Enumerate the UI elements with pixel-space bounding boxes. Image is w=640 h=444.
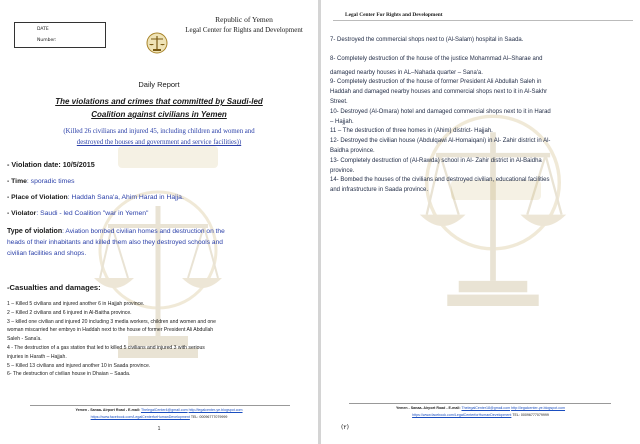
list-item: 12- Destroyed the civilian house (Abdulqawi Al-Homaiqani) in Al- Zahir district in Al- [330,138,551,145]
casualties-list [7,300,315,379]
legal-center-logo-icon [146,32,168,58]
list-item: injuries in Harath – Hajjah. [7,353,67,360]
place-value: : Haddah Sana'a, Ahim Harad in Hajja. [67,194,184,201]
list-item: province. [330,167,355,174]
report-subtitle-line-2: destroyed the houses and government and service facilities)) [76,139,242,146]
time-value: : sporadic times [26,178,75,185]
footer-address: Yemen - Sanaa- Airport Road - E-mail: [395,406,461,410]
footer-tel: TEL: 00096777079999 [190,415,228,419]
list-item: 3 – killed one civilian and injured 20 including 3 media workers, children and women and one [7,318,216,325]
list-item: 2 – Killed 2 civilians and 6 injured in Al-Baitha province. [7,309,132,316]
list-item: – Hajjah. [330,118,354,125]
arabic-org-name-watermark [118,146,218,168]
list-item: 7- Destroyed the commercial shops next to (Al-Salam) hospital in Saada. [330,37,524,43]
type-label: Type of violation [7,228,63,235]
country-name: Republic of Yemen [215,15,273,24]
footer-tel: TEL: 00096777079999 [512,413,549,417]
page-number: 1 [157,426,161,432]
footer-divider [349,403,611,404]
report-type-heading: Daily Report [138,80,180,89]
footer-contact [321,406,640,410]
list-item: 10- Destroyed (Al-Omara) hotel and damaged commercial shops next to it in Harad [330,108,551,115]
list-item: 1 – Killed 5 civilians and injured another 6 in Hajjah province. [7,301,145,307]
damages-list-continued [330,36,630,196]
footer-divider [30,405,290,406]
list-item: 4 - The destruction of a gas station that led to killed 5 civilians and injured 3 with serious [7,344,205,351]
org-name: Legal Center for Rights and Development [185,26,303,34]
type-value-line-2: heads of their inhabitants and killed them also they destroyed schools and [7,239,223,246]
report-subtitle-line-1: (Killed 26 civilians and injured 45, including children and women and [63,128,255,135]
org-header [184,14,304,36]
report-title-line-1: The violations and crimes that committed by Saudi-led [55,97,263,106]
violator-value: : Saudi - led Coalition "war in Yemen" [36,210,149,217]
footer-email-link[interactable]: ThelegalCenter4@gmail.com [140,408,188,412]
list-item: 5 – Killed 13 civilians and injured another 10 in Saada province. [7,362,151,369]
place-label: - Place of Violation [7,194,68,201]
list-item: Street. [330,98,348,105]
footer-contact-2 [0,415,318,419]
list-item: 9- Completely destruction of the house of former President Ali Abdullah Saleh in [330,79,542,86]
report-page-2 [321,0,640,444]
list-item: 6- The destruction of civilian house in Dhaian – Saada. [7,371,131,378]
footer-facebook-link[interactable]: https://www.facebook.com/LegalCenterforHumanDevelopment [412,413,512,417]
list-item: Saleh - Sana'a. [7,336,42,343]
list-item: Haddah and damaged nearby houses and commercial shops next to it in Al-Sakhr [330,89,548,96]
report-page-1 [0,0,318,444]
list-item: Baidha province. [330,147,375,154]
list-item: woman miscarried her embryo in Haddah next to the house of former President Ali Abdullah [7,327,214,334]
header-divider [333,20,633,21]
type-value-line-3: civilian facilities and shops. [7,250,87,257]
violator-label: - Violator [7,210,37,217]
type-value-line-1: : Aviation bombed civilian homes and destruction on the [62,228,225,235]
footer-site-link[interactable]: http://legalcenter-ye.blogspot.com [188,408,243,412]
list-item: 14- Bombed the houses of the civilians and destroyed civilian, educational facilities [330,177,550,184]
casualties-heading: -Casualties and damages: [7,283,101,292]
footer-contact-2 [321,413,640,417]
time-label: - Time [7,178,27,185]
number-label: Number: [37,38,57,43]
org-header: Legal Center For Rights and Development [345,12,443,18]
footer-address: Yemen - Sanaa- Airport Road - E-mail: [75,408,141,412]
footer-facebook-link[interactable]: https://www.facebook.com/LegalCenterforHumanDevelopment [90,415,190,419]
list-item: and infrastructure in Saada province. [330,187,429,194]
page-number: (٢) [341,424,349,431]
list-item: 8- Completely destruction of the house of the justice Mohammad Al–Sharae and [330,55,543,62]
violator-field [7,210,148,217]
report-title-line-2: Coalition against civilians in Yemen [91,110,227,119]
list-item: damaged nearby houses in AL–Nahada quarter – Sana'a. [330,69,483,76]
date-number-box [14,22,106,48]
footer-site-link[interactable]: http://legalcenter-ye.blogspot.com [511,406,566,410]
date-label: DATE [37,27,49,32]
violation-date: - Violation date: 10/5/2015 [7,160,95,169]
footer-contact [0,408,318,412]
violation-type [7,226,313,259]
place-field [7,194,184,201]
list-item: 11 – The destruction of three homes in (Ahim) district- Hajjah. [330,128,493,135]
list-item: 13- Completely destruction of (Al-Rawda) school in Al- Zahir district in Al-Baidha [330,157,542,164]
time-field [7,178,75,185]
footer-email-link[interactable]: ThelegalCenter18@gmail.com [461,406,511,410]
